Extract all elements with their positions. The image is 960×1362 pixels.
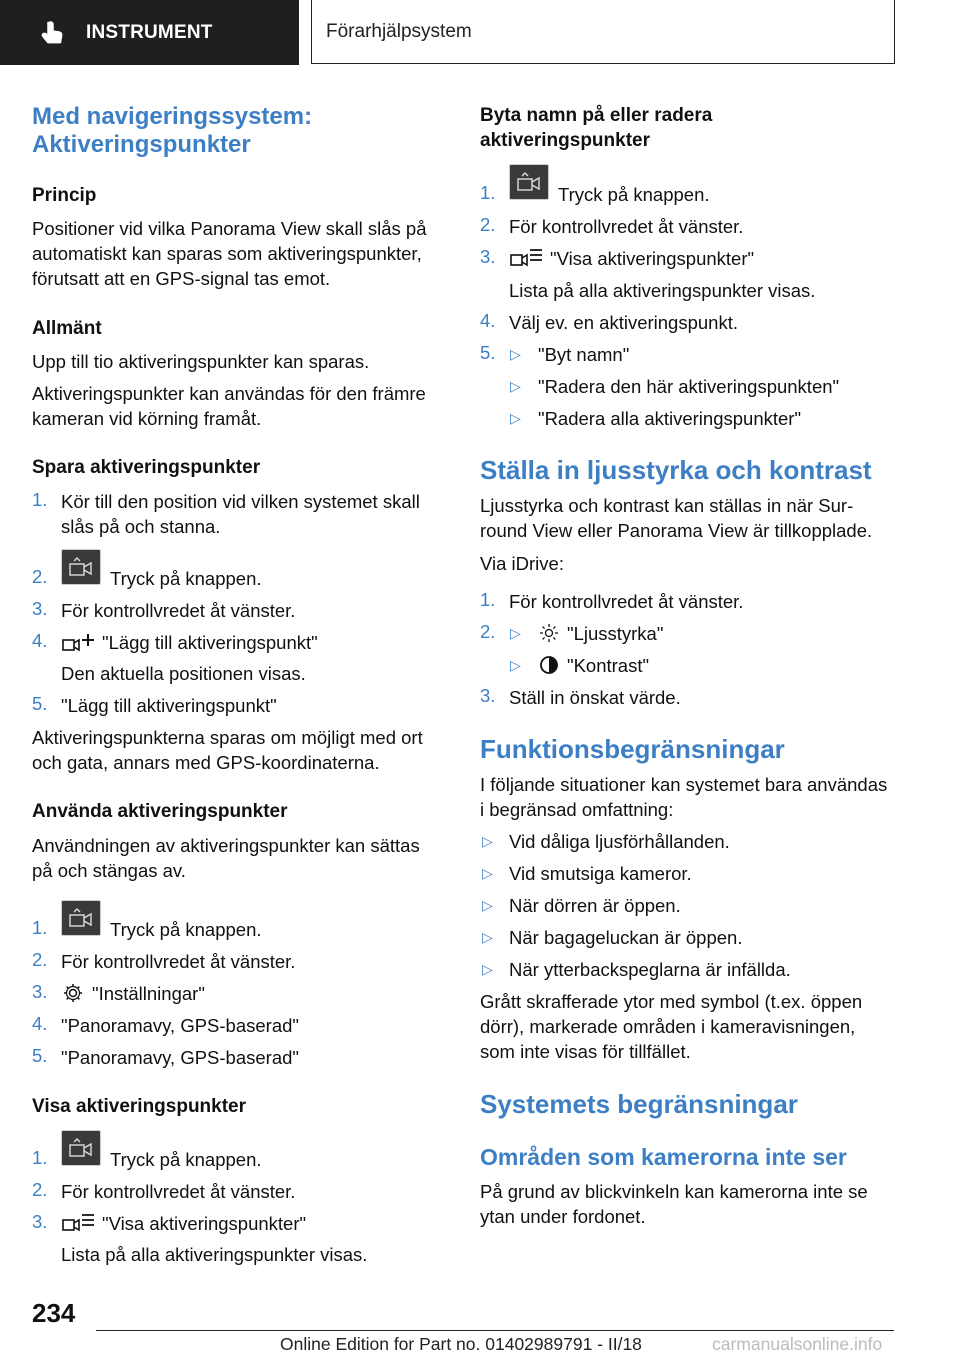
footer-watermark: carmanualsonline.info [712,1334,883,1354]
title-line-1: Med navigeringssystem: [32,103,313,130]
camera-button-icon [509,164,549,200]
use-step-text: Tryck på knappen. [110,919,262,940]
use-step-text: "Panoramavy, GPS-baserad" [61,1015,299,1036]
brightness-bullet-text: "Kontrast" [567,655,650,676]
save-step-text: slås på och stanna. [61,516,221,537]
use-step-num: 1. [32,917,48,938]
use-step-num: 3. [32,981,48,1002]
show-step-text: Tryck på knappen. [110,1149,262,1170]
contrast-icon [538,654,560,676]
limits-bullet: Vid smutsiga kameror. [509,863,692,884]
bullet-triangle: ▷ [510,625,521,641]
brightness-text-2: round View eller Panorama View är tillkopplade. [480,520,873,541]
rename-step-num: 3. [480,246,496,267]
show-heading: Visa aktiveringspunkter [32,1096,247,1117]
limits-bullet: Vid dåliga ljusförhållanden. [509,831,730,852]
principle-text-2: automatiskt kan sparas som aktiveringspunkter, [32,243,422,264]
principle-text-3: förutsatt att en GPS-signal tas emot. [32,268,331,289]
rename-bullet-text: "Radera den här aktiveringspunkten" [538,376,840,397]
bullet-triangle: ▷ [482,961,493,977]
save-step-num: 3. [32,598,48,619]
bullet-triangle: ▷ [510,346,521,362]
brightness-text-1: Ljusstyrka och kontrast kan ställas in när Sur- [480,495,854,516]
save-heading: Spara aktiveringspunkter [32,457,261,478]
rename-step-num: 5. [480,342,496,363]
save-step-num: 5. [32,693,48,714]
save-step-text: Kör till den position vid vilken systemet skall [61,491,420,512]
brightness-step-text: För kontrollvredet åt vänster. [509,591,744,612]
bullet-triangle: ▷ [510,410,521,426]
save-step-text: Tryck på knappen. [110,568,262,589]
rename-step-num: 4. [480,310,496,331]
show-step-subtext: Lista på alla aktiveringspunkter visas. [61,1244,368,1265]
rename-heading-1: Byta namn på eller radera [480,105,713,126]
bullet-triangle: ▷ [482,897,493,913]
limits-after-1: Grått skrafferade ytor med symbol (t.ex. öppen [480,991,863,1012]
areas-text-1: På grund av blickvinkeln kan kamerorna inte se [480,1181,868,1202]
limits-text-2: i begränsad omfattning: [480,799,674,820]
system-limits-heading: Systemets begränsningar [480,1089,798,1119]
limits-bullet: När dörren är öppen. [509,895,681,916]
use-step-num: 2. [32,949,48,970]
limits-heading: Funktionsbegränsningar [480,734,785,764]
header-section-label: INSTRUMENT [86,21,213,43]
general-text-2a: Aktiveringspunkter kan användas för den främre [32,383,426,404]
brightness-bullet-text: "Ljusstyrka" [567,623,664,644]
rename-step-num: 2. [480,214,496,235]
rename-step-text: För kontrollvredet åt vänster. [509,216,744,237]
brightness-step-num: 3. [480,685,496,706]
header-chapter-tab [311,0,895,64]
show-step-text: "Visa aktiveringspunkter" [102,1213,307,1234]
add-point-icon [62,632,96,654]
rename-bullet-text: "Radera alla aktiveringspunkter" [538,408,802,429]
show-step-text: För kontrollvredet åt vänster. [61,1181,296,1202]
general-heading: Allmänt [32,318,102,339]
footer-divider [96,1330,894,1331]
title-line-2: Aktiveringspunkter [32,131,251,158]
list-points-icon [510,247,544,269]
use-step-num: 5. [32,1045,48,1066]
save-after-1: Aktiveringspunkterna sparas om möjligt med ort [32,727,423,748]
camera-button-icon [61,1130,101,1166]
brightness-heading: Ställa in ljusstyrka och kontrast [480,455,872,485]
save-step-num: 4. [32,630,48,651]
use-text-2: på och stängas av. [32,860,186,881]
general-text-2b: kameran vid körning framåt. [32,408,262,429]
camera-button-icon [61,900,101,936]
camera-button-icon [61,549,101,585]
hand-pointer-icon [38,19,66,47]
areas-heading: Områden som kamerorna inte ser [480,1144,847,1170]
header-section-tab [0,0,299,65]
principle-heading: Princip [32,185,97,206]
use-step-text: "Panoramavy, GPS-baserad" [61,1047,299,1068]
limits-after-3: som inte visas för tillfället. [480,1041,691,1062]
brightness-step-num: 2. [480,621,496,642]
limits-bullet: När bagageluckan är öppen. [509,927,743,948]
gear-icon [62,982,84,1004]
save-step-text: "Lägg till aktiveringspunkt" [102,632,318,653]
show-step-num: 2. [32,1179,48,1200]
areas-text-2: ytan under fordonet. [480,1206,646,1227]
bullet-triangle: ▷ [482,929,493,945]
bullet-triangle: ▷ [510,378,521,394]
rename-step-text: Välj ev. en aktiveringspunkt. [509,312,738,333]
save-step-num: 2. [32,566,48,587]
limits-text-1: I följande situationer kan systemet bara användas [480,774,888,795]
use-heading: Använda aktiveringspunkter [32,801,288,822]
rename-bullet-text: "Byt namn" [538,344,630,365]
general-text-1: Upp till tio aktiveringspunkter kan sparas. [32,351,370,372]
save-step-num: 1. [32,489,48,510]
rename-step-subtext: Lista på alla aktiveringspunkter visas. [509,280,816,301]
use-step-num: 4. [32,1013,48,1034]
save-after-2: och gata, annars med GPS-koordinaterna. [32,752,380,773]
rename-heading-2: aktiveringspunkter [480,130,650,151]
limits-after-2: dörr), markerade områden i kameravisningen, [480,1016,856,1037]
use-text-1: Användningen av aktiveringspunkter kan sättas [32,835,420,856]
use-step-text: För kontrollvredet åt vänster. [61,951,296,972]
rename-step-num: 1. [480,182,496,203]
brightness-step-num: 1. [480,589,496,610]
principle-text-1: Positioner vid vilka Panorama View skall slås på [32,218,427,239]
list-points-icon [62,1212,96,1234]
save-step-subtext: Den aktuella positionen visas. [61,663,306,684]
via-idrive: Via iDrive: [480,553,564,574]
rename-step-text: Tryck på knappen. [558,184,710,205]
use-step-text: "Inställningar" [92,983,205,1004]
bullet-triangle: ▷ [482,865,493,881]
page-number: 234 [32,1298,76,1328]
rename-step-text: "Visa aktiveringspunkter" [550,248,755,269]
bullet-triangle: ▷ [482,833,493,849]
brightness-step-text: Ställ in önskat värde. [509,687,681,708]
header-chapter-label: Förarhjälpsystem [326,20,472,42]
save-step-text: "Lägg till aktiveringspunkt" [61,695,277,716]
bullet-triangle: ▷ [510,657,521,673]
footer-edition: Online Edition for Part no. 01402989791 - II/18 [280,1334,642,1354]
show-step-num: 1. [32,1147,48,1168]
save-step-text: För kontrollvredet åt vänster. [61,600,296,621]
sun-icon [538,622,560,644]
show-step-num: 3. [32,1211,48,1232]
limits-bullet: När ytterbackspeglarna är infällda. [509,959,791,980]
